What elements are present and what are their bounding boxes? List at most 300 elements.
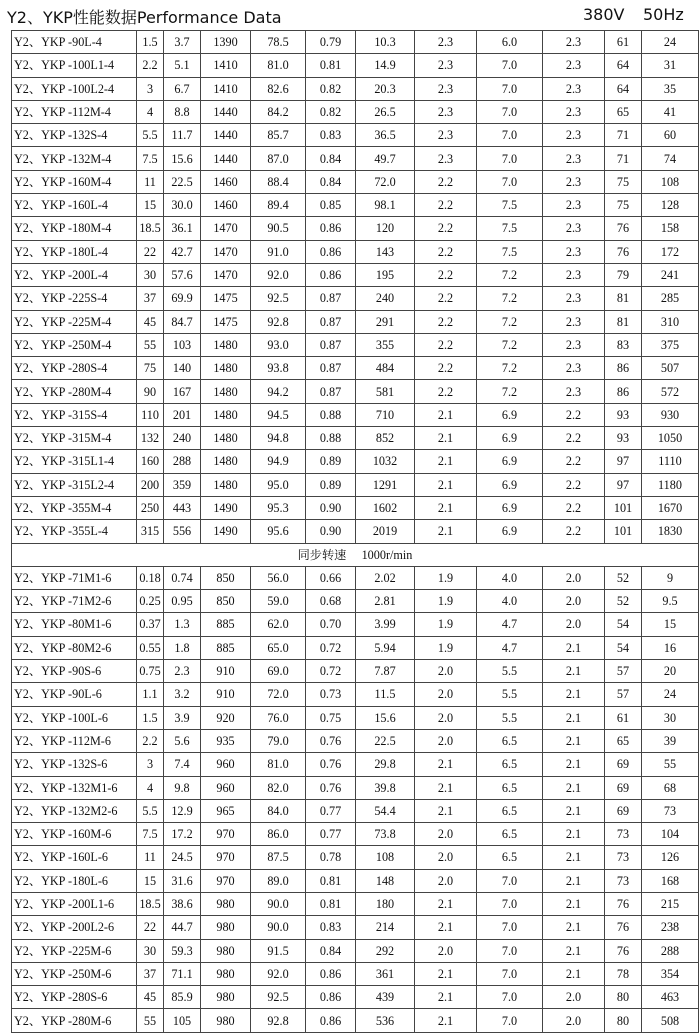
value-cell: 3.9 (164, 706, 201, 729)
table-row (12, 194, 699, 217)
value-cell: 1032 (356, 450, 415, 473)
value-cell: 960 (201, 776, 251, 799)
value-cell: 354 (642, 962, 699, 985)
value-cell: 54 (605, 613, 642, 636)
value-cell: 81 (605, 287, 642, 310)
value-cell: 310 (642, 310, 699, 333)
value-cell: 581 (356, 380, 415, 403)
value-cell: 0.70 (306, 613, 356, 636)
value-cell: 95.6 (251, 520, 306, 543)
table-row (12, 450, 699, 473)
value-cell: 0.82 (306, 77, 356, 100)
table-row (12, 170, 699, 193)
value-cell: 910 (201, 683, 251, 706)
value-cell: 10.3 (356, 31, 415, 54)
value-cell: 6.9 (477, 403, 543, 426)
value-cell: 95.0 (251, 473, 306, 496)
model-cell: Y2、YKP -315L1-4 (12, 450, 137, 473)
value-cell: 0.86 (306, 1009, 356, 1032)
value-cell: 2.1 (543, 660, 605, 683)
value-cell: 110 (137, 403, 164, 426)
value-cell: 103 (164, 333, 201, 356)
value-cell: 59.3 (164, 939, 201, 962)
value-cell: 2.2 (543, 427, 605, 450)
value-cell: 2.2 (415, 170, 477, 193)
value-cell: 1480 (201, 450, 251, 473)
value-cell: 92.8 (251, 310, 306, 333)
value-cell: 6.0 (477, 31, 543, 54)
value-cell: 2.2 (137, 54, 164, 77)
model-cell: Y2、YKP -160M-4 (12, 170, 137, 193)
value-cell: 7.2 (477, 380, 543, 403)
value-cell: 72.0 (251, 683, 306, 706)
value-cell: 73 (605, 823, 642, 846)
value-cell: 18.5 (137, 892, 164, 915)
value-cell: 2.1 (415, 892, 477, 915)
value-cell: 84.2 (251, 100, 306, 123)
value-cell: 5.5 (137, 124, 164, 147)
value-cell: 2.0 (415, 869, 477, 892)
value-cell: 1110 (642, 450, 699, 473)
value-cell: 0.82 (306, 100, 356, 123)
value-cell: 710 (356, 403, 415, 426)
value-cell: 6.7 (164, 77, 201, 100)
value-cell: 2.0 (415, 729, 477, 752)
table-row (12, 566, 699, 589)
value-cell: 2.3 (415, 77, 477, 100)
value-cell: 92.0 (251, 263, 306, 286)
value-cell: 2.0 (415, 706, 477, 729)
value-cell: 0.81 (306, 892, 356, 915)
value-cell: 2.1 (543, 799, 605, 822)
table-row (12, 263, 699, 286)
value-cell: 172 (642, 240, 699, 263)
table-section-divider (12, 543, 699, 566)
value-cell: 443 (164, 496, 201, 519)
value-cell: 1.9 (415, 613, 477, 636)
value-cell: 54.4 (356, 799, 415, 822)
value-cell: 1480 (201, 380, 251, 403)
value-cell: 1470 (201, 240, 251, 263)
value-cell: 1670 (642, 496, 699, 519)
value-cell: 87.0 (251, 147, 306, 170)
value-cell: 7.5 (137, 823, 164, 846)
value-cell: 101 (605, 496, 642, 519)
table-row (12, 427, 699, 450)
value-cell: 2.3 (543, 170, 605, 193)
value-cell: 105 (164, 1009, 201, 1032)
value-cell: 15 (642, 613, 699, 636)
value-cell: 6.9 (477, 427, 543, 450)
table-row (12, 823, 699, 846)
value-cell: 90.5 (251, 217, 306, 240)
model-cell: Y2、YKP -180M-4 (12, 217, 137, 240)
value-cell: 38.6 (164, 892, 201, 915)
model-cell: Y2、YKP -100L1-4 (12, 54, 137, 77)
value-cell: 81.0 (251, 54, 306, 77)
value-cell: 288 (164, 450, 201, 473)
model-cell: Y2、YKP -355M-4 (12, 496, 137, 519)
value-cell: 3.7 (164, 31, 201, 54)
value-cell: 1460 (201, 194, 251, 217)
value-cell: 2.1 (543, 823, 605, 846)
value-cell: 2.3 (543, 310, 605, 333)
value-cell: 37 (137, 962, 164, 985)
value-cell: 7.4 (164, 753, 201, 776)
value-cell: 536 (356, 1009, 415, 1032)
value-cell: 970 (201, 823, 251, 846)
value-cell: 2.3 (543, 194, 605, 217)
value-cell: 2.2 (543, 496, 605, 519)
value-cell: 143 (356, 240, 415, 263)
value-cell: 7.5 (477, 240, 543, 263)
value-cell: 73.8 (356, 823, 415, 846)
model-cell: Y2、YKP -160M-6 (12, 823, 137, 846)
value-cell: 1.9 (415, 636, 477, 659)
value-cell: 0.81 (306, 54, 356, 77)
value-cell: 0.37 (137, 613, 164, 636)
value-cell: 292 (356, 939, 415, 962)
table-row (12, 380, 699, 403)
value-cell: 2.2 (415, 194, 477, 217)
value-cell: 60 (642, 124, 699, 147)
table-row (12, 147, 699, 170)
table-row (12, 287, 699, 310)
value-cell: 2.1 (543, 683, 605, 706)
table-row (12, 357, 699, 380)
frequency-label: 50Hz (643, 5, 684, 24)
value-cell: 1602 (356, 496, 415, 519)
value-cell: 35 (642, 77, 699, 100)
value-cell: 57 (605, 683, 642, 706)
value-cell: 1410 (201, 77, 251, 100)
value-cell: 7.0 (477, 986, 543, 1009)
value-cell: 361 (356, 962, 415, 985)
model-cell: Y2、YKP -71M2-6 (12, 590, 137, 613)
table-row (12, 869, 699, 892)
value-cell: 36.1 (164, 217, 201, 240)
value-cell: 45 (137, 986, 164, 1009)
value-cell: 73 (605, 869, 642, 892)
value-cell: 2.3 (543, 77, 605, 100)
value-cell: 930 (642, 403, 699, 426)
value-cell: 195 (356, 263, 415, 286)
value-cell: 2.3 (543, 124, 605, 147)
value-cell: 2.0 (543, 986, 605, 1009)
value-cell: 7.0 (477, 962, 543, 985)
value-cell: 94.8 (251, 427, 306, 450)
value-cell: 0.68 (306, 590, 356, 613)
value-cell: 11 (137, 170, 164, 193)
model-cell: Y2、YKP -180L-6 (12, 869, 137, 892)
value-cell: 2.0 (543, 566, 605, 589)
value-cell: 7.5 (137, 147, 164, 170)
value-cell: 0.76 (306, 753, 356, 776)
table-row (12, 310, 699, 333)
value-cell: 22 (137, 240, 164, 263)
table-row (12, 683, 699, 706)
model-cell: Y2、YKP -280M-6 (12, 1009, 137, 1032)
value-cell: 4 (137, 776, 164, 799)
value-cell: 0.77 (306, 799, 356, 822)
value-cell: 2019 (356, 520, 415, 543)
model-cell: Y2、YKP -160L-4 (12, 194, 137, 217)
value-cell: 64 (605, 54, 642, 77)
value-cell: 1475 (201, 310, 251, 333)
value-cell: 0.86 (306, 986, 356, 1009)
value-cell: 0.83 (306, 124, 356, 147)
value-cell: 7.0 (477, 100, 543, 123)
value-cell: 1.1 (137, 683, 164, 706)
table-row (12, 31, 699, 54)
value-cell: 92.0 (251, 962, 306, 985)
value-cell: 86 (605, 380, 642, 403)
model-cell: Y2、YKP -90L-6 (12, 683, 137, 706)
value-cell: 241 (642, 263, 699, 286)
value-cell: 4.7 (477, 613, 543, 636)
value-cell: 2.2 (415, 240, 477, 263)
table-row (12, 77, 699, 100)
model-cell: Y2、YKP -200L-4 (12, 263, 137, 286)
value-cell: 24 (642, 683, 699, 706)
model-cell: Y2、YKP -100L2-4 (12, 77, 137, 100)
model-cell: Y2、YKP -80M1-6 (12, 613, 137, 636)
value-cell: 93.8 (251, 357, 306, 380)
value-cell: 4.0 (477, 590, 543, 613)
value-cell: 87.5 (251, 846, 306, 869)
value-cell: 1390 (201, 31, 251, 54)
value-cell: 2.1 (543, 916, 605, 939)
table-body-4pole (12, 31, 699, 544)
value-cell: 980 (201, 939, 251, 962)
value-cell: 1291 (356, 473, 415, 496)
value-cell: 0.75 (137, 660, 164, 683)
value-cell: 2.3 (543, 287, 605, 310)
value-cell: 1480 (201, 473, 251, 496)
value-cell: 69.0 (251, 660, 306, 683)
value-cell: 84.7 (164, 310, 201, 333)
value-cell: 920 (201, 706, 251, 729)
value-cell: 507 (642, 357, 699, 380)
value-cell: 0.76 (306, 729, 356, 752)
value-cell: 9.5 (642, 590, 699, 613)
value-cell: 11.7 (164, 124, 201, 147)
table-row (12, 496, 699, 519)
value-cell: 7.0 (477, 170, 543, 193)
table-row (12, 217, 699, 240)
value-cell: 86 (605, 357, 642, 380)
value-cell: 0.84 (306, 147, 356, 170)
value-cell: 30 (137, 263, 164, 286)
value-cell: 6.5 (477, 729, 543, 752)
value-cell: 2.3 (543, 263, 605, 286)
value-cell: 18.5 (137, 217, 164, 240)
value-cell: 2.2 (415, 263, 477, 286)
value-cell: 850 (201, 566, 251, 589)
value-cell: 148 (356, 869, 415, 892)
table-row (12, 1009, 699, 1032)
value-cell: 22 (137, 916, 164, 939)
value-cell: 6.5 (477, 776, 543, 799)
model-cell: Y2、YKP -315M-4 (12, 427, 137, 450)
value-cell: 69 (605, 753, 642, 776)
value-cell: 29.8 (356, 753, 415, 776)
value-cell: 1.8 (164, 636, 201, 659)
value-cell: 910 (201, 660, 251, 683)
value-cell: 2.3 (543, 240, 605, 263)
value-cell: 94.9 (251, 450, 306, 473)
model-cell: Y2、YKP -90L-4 (12, 31, 137, 54)
value-cell: 200 (137, 473, 164, 496)
value-cell: 250 (137, 496, 164, 519)
table-row (12, 706, 699, 729)
model-cell: Y2、YKP -225M-4 (12, 310, 137, 333)
value-cell: 140 (164, 357, 201, 380)
value-cell: 31.6 (164, 869, 201, 892)
value-cell: 2.1 (543, 892, 605, 915)
model-cell: Y2、YKP -180L-4 (12, 240, 137, 263)
value-cell: 201 (164, 403, 201, 426)
value-cell: 980 (201, 892, 251, 915)
value-cell: 2.3 (543, 357, 605, 380)
value-cell: 556 (164, 520, 201, 543)
value-cell: 76.0 (251, 706, 306, 729)
value-cell: 65 (605, 100, 642, 123)
value-cell: 75 (137, 357, 164, 380)
value-cell: 970 (201, 846, 251, 869)
value-cell: 0.78 (306, 846, 356, 869)
value-cell: 92.5 (251, 986, 306, 1009)
value-cell: 2.3 (543, 147, 605, 170)
value-cell: 120 (356, 217, 415, 240)
value-cell: 0.55 (137, 636, 164, 659)
value-cell: 0.86 (306, 217, 356, 240)
model-cell: Y2、YKP -112M-4 (12, 100, 137, 123)
value-cell: 24.5 (164, 846, 201, 869)
value-cell: 508 (642, 1009, 699, 1032)
table-row (12, 986, 699, 1009)
value-cell: 0.90 (306, 496, 356, 519)
voltage-label: 380V (583, 5, 625, 24)
value-cell: 2.3 (415, 124, 477, 147)
value-cell: 15 (137, 194, 164, 217)
value-cell: 2.0 (543, 613, 605, 636)
table-row (12, 660, 699, 683)
value-cell: 158 (642, 217, 699, 240)
value-cell: 9 (642, 566, 699, 589)
value-cell: 3.99 (356, 613, 415, 636)
value-cell: 0.86 (306, 962, 356, 985)
value-cell: 2.1 (415, 403, 477, 426)
table-row (12, 729, 699, 752)
value-cell: 1480 (201, 403, 251, 426)
value-cell: 375 (642, 333, 699, 356)
value-cell: 98.1 (356, 194, 415, 217)
value-cell: 2.1 (543, 753, 605, 776)
value-cell: 2.3 (543, 217, 605, 240)
value-cell: 20 (642, 660, 699, 683)
value-cell: 52 (605, 566, 642, 589)
value-cell: 4.0 (477, 566, 543, 589)
value-cell: 0.75 (306, 706, 356, 729)
value-cell: 7.0 (477, 147, 543, 170)
value-cell: 6.5 (477, 823, 543, 846)
value-cell: 6.9 (477, 473, 543, 496)
value-cell: 93 (605, 427, 642, 450)
value-cell: 885 (201, 613, 251, 636)
value-cell: 92.8 (251, 1009, 306, 1032)
value-cell: 439 (356, 986, 415, 1009)
value-cell: 132 (137, 427, 164, 450)
model-cell: Y2、YKP -160L-6 (12, 846, 137, 869)
value-cell: 0.76 (306, 776, 356, 799)
value-cell: 970 (201, 869, 251, 892)
value-cell: 20.3 (356, 77, 415, 100)
value-cell: 2.0 (415, 939, 477, 962)
value-cell: 95.3 (251, 496, 306, 519)
value-cell: 965 (201, 799, 251, 822)
value-cell: 54 (605, 636, 642, 659)
model-cell: Y2、YKP -90S-6 (12, 660, 137, 683)
value-cell: 2.1 (415, 1009, 477, 1032)
value-cell: 86.0 (251, 823, 306, 846)
value-cell: 0.86 (306, 263, 356, 286)
model-cell: Y2、YKP -225S-4 (12, 287, 137, 310)
value-cell: 0.87 (306, 333, 356, 356)
value-cell: 180 (356, 892, 415, 915)
value-cell: 5.94 (356, 636, 415, 659)
model-cell: Y2、YKP -80M2-6 (12, 636, 137, 659)
value-cell: 215 (642, 892, 699, 915)
value-cell: 79.0 (251, 729, 306, 752)
value-cell: 2.1 (415, 799, 477, 822)
value-cell: 91.5 (251, 939, 306, 962)
value-cell: 0.72 (306, 636, 356, 659)
model-cell: Y2、YKP -280M-4 (12, 380, 137, 403)
model-cell: Y2、YKP -132S-6 (12, 753, 137, 776)
value-cell: 2.0 (543, 1009, 605, 1032)
value-cell: 80 (605, 986, 642, 1009)
value-cell: 108 (356, 846, 415, 869)
value-cell: 59.0 (251, 590, 306, 613)
value-cell: 2.0 (415, 683, 477, 706)
value-cell: 17.2 (164, 823, 201, 846)
value-cell: 7.0 (477, 939, 543, 962)
value-cell: 84.0 (251, 799, 306, 822)
value-cell: 852 (356, 427, 415, 450)
value-cell: 0.84 (306, 170, 356, 193)
value-cell: 7.2 (477, 287, 543, 310)
value-cell: 30 (137, 939, 164, 962)
value-cell: 0.90 (306, 520, 356, 543)
value-cell: 0.66 (306, 566, 356, 589)
value-cell: 68 (642, 776, 699, 799)
value-cell: 2.2 (543, 450, 605, 473)
value-cell: 2.1 (415, 450, 477, 473)
value-cell: 2.1 (415, 962, 477, 985)
value-cell: 0.72 (306, 660, 356, 683)
table-row (12, 473, 699, 496)
value-cell: 5.5 (477, 660, 543, 683)
value-cell: 0.84 (306, 939, 356, 962)
value-cell: 355 (356, 333, 415, 356)
value-cell: 69 (605, 776, 642, 799)
model-cell: Y2、YKP -112M-6 (12, 729, 137, 752)
value-cell: 2.3 (543, 380, 605, 403)
value-cell: 2.2 (415, 217, 477, 240)
value-cell: 3.2 (164, 683, 201, 706)
value-cell: 288 (642, 939, 699, 962)
